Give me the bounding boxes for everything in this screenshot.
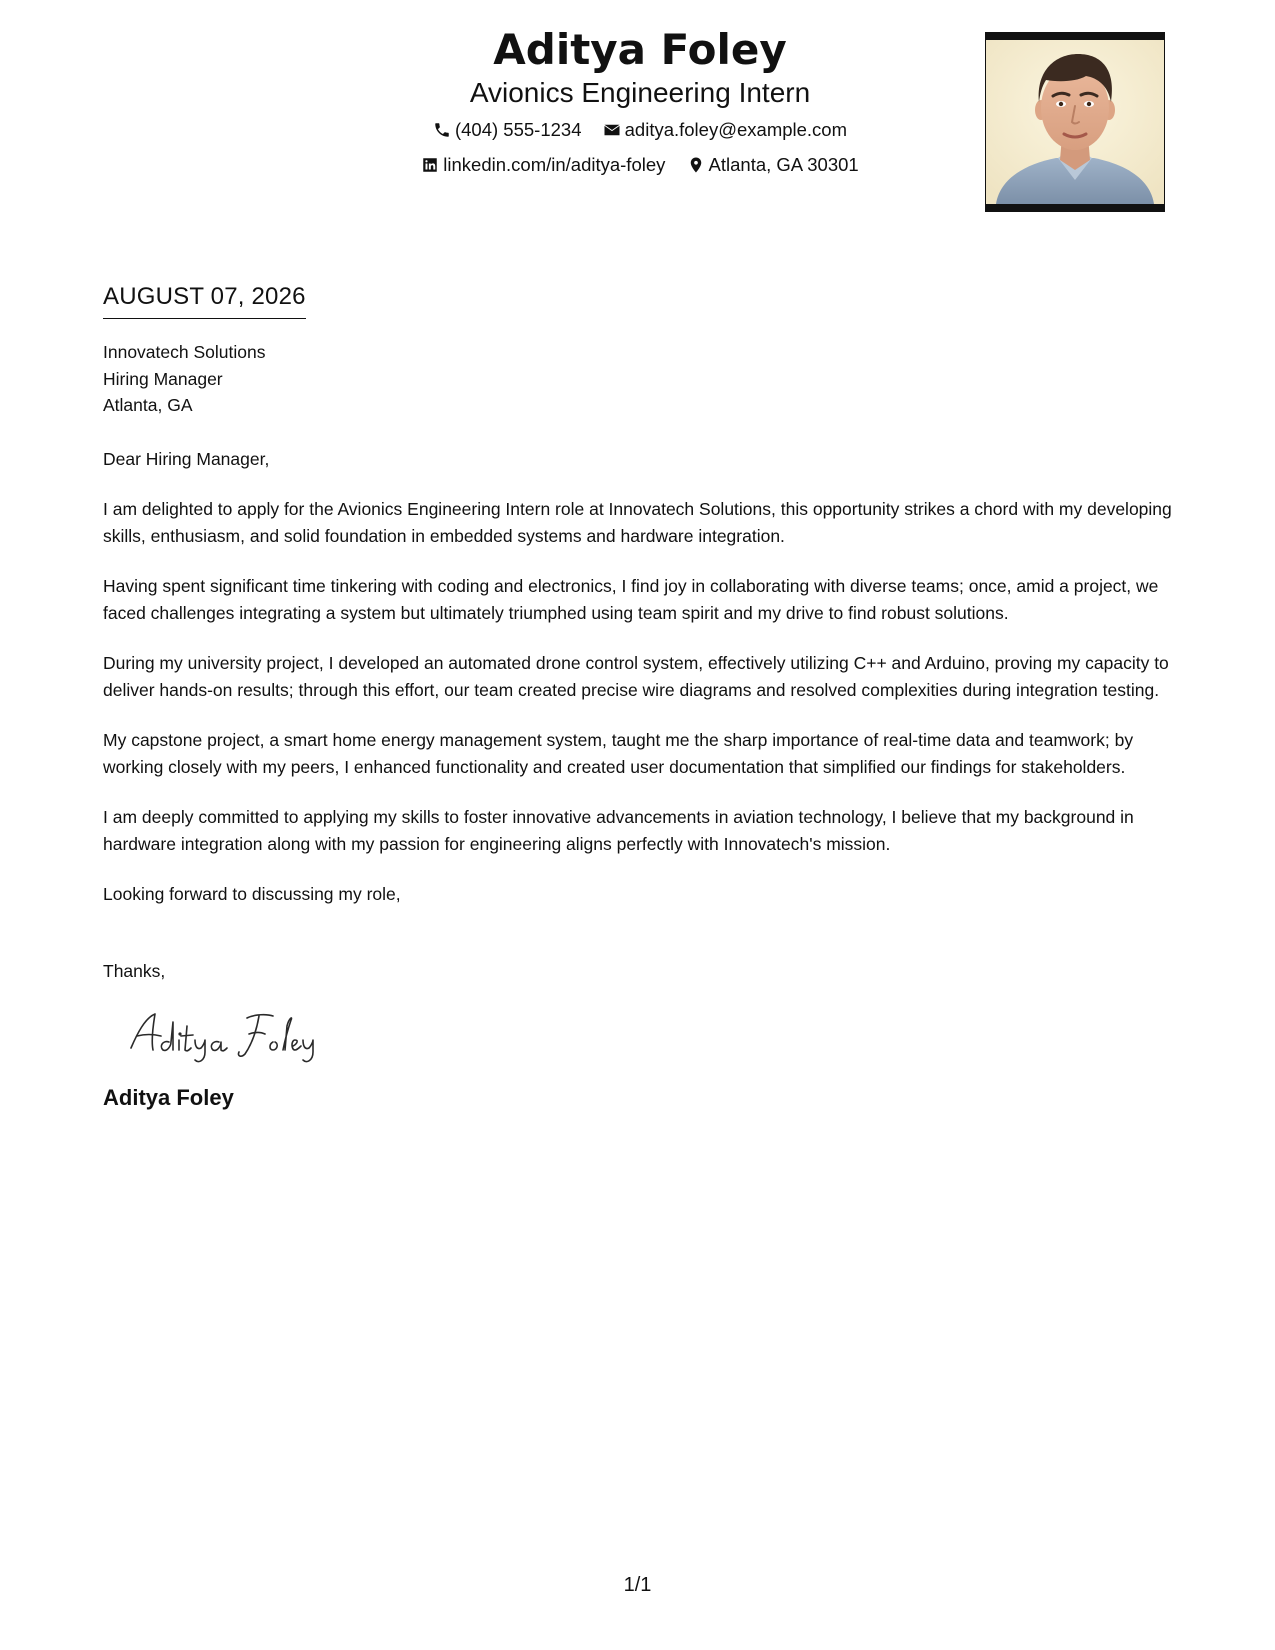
letter-header <box>0 24 1275 224</box>
contact-line-1 <box>340 119 940 144</box>
letter-body <box>103 280 1175 1112</box>
paragraph: Having spent significant time tinkering with coding and electronics, I find joy in collaborating with diverse teams; once, amid a project, we faced challenges integrating a system but ultimately triumphed using team spirit and my drive to find robust solutions. <box>103 576 1159 623</box>
map-marker-icon <box>687 156 705 174</box>
salutation: Dear Hiring Manager, <box>103 448 270 469</box>
paragraph: During my university project, I developed an automated drone control system, effectively utilizing C++ and Arduino, proving my capacity to deliver hands-on results; through this effort, our team created precise wire diagrams and resolved complexities during integration testing. <box>103 653 1169 700</box>
phone-number: (404) 555-1234 <box>454 119 582 140</box>
handwritten-signature <box>123 1004 1175 1068</box>
header-identity <box>340 24 940 179</box>
paragraph: My capstone project, a smart home energy management system, taught me the sharp importance of real-time data and teamwork; by working closely with my peers, I enhanced functionality and created user documentation that simplified our findings for stakeholders. <box>103 730 1134 777</box>
letter-date: AUGUST 07, 2026 <box>103 280 306 319</box>
signer-name: Aditya Foley <box>103 1085 234 1110</box>
contact-linkedin <box>421 154 665 176</box>
applicant-title: Avionics Engineering Intern <box>469 77 811 108</box>
contact-line-2 <box>340 154 940 179</box>
signoff: Thanks, <box>103 960 166 981</box>
paragraph: I am deeply committed to applying my skills to foster innovative advancements in aviation technology, I believe that my background in hardware integration along with my passion for engineering aligns perfectly with Innovatech's mission. <box>103 807 1134 854</box>
signature-image <box>123 1004 353 1068</box>
recipient-role: Hiring Manager <box>103 368 223 389</box>
recipient-company: Innovatech Solutions <box>103 342 266 362</box>
envelope-icon <box>603 121 621 139</box>
contact-location <box>687 154 859 176</box>
linkedin-icon <box>421 156 439 174</box>
contact-phone <box>433 119 582 141</box>
recipient-block <box>103 339 1175 419</box>
email-address: aditya.foley@example.com <box>624 119 848 140</box>
recipient-city: Atlanta, GA <box>103 395 193 415</box>
location-text: Atlanta, GA 30301 <box>708 154 859 175</box>
contact-email <box>603 119 847 141</box>
page-number: 1/1 <box>623 1574 652 1596</box>
linkedin-url: linkedin.com/in/aditya-foley <box>443 154 666 175</box>
portrait-image <box>986 40 1164 204</box>
paragraph: I am delighted to apply for the Avionics Engineering Intern role at Innovatech Solutions, this opportunity strikes a chord with my developing skills, enthusiasm, and solid foundation in embedded systems and hardware integration. <box>103 499 1172 546</box>
phone-icon <box>433 121 451 139</box>
applicant-name: Aditya Foley <box>493 25 787 74</box>
profile-photo <box>985 32 1165 212</box>
closing-line: Looking forward to discussing my role, <box>103 884 401 904</box>
